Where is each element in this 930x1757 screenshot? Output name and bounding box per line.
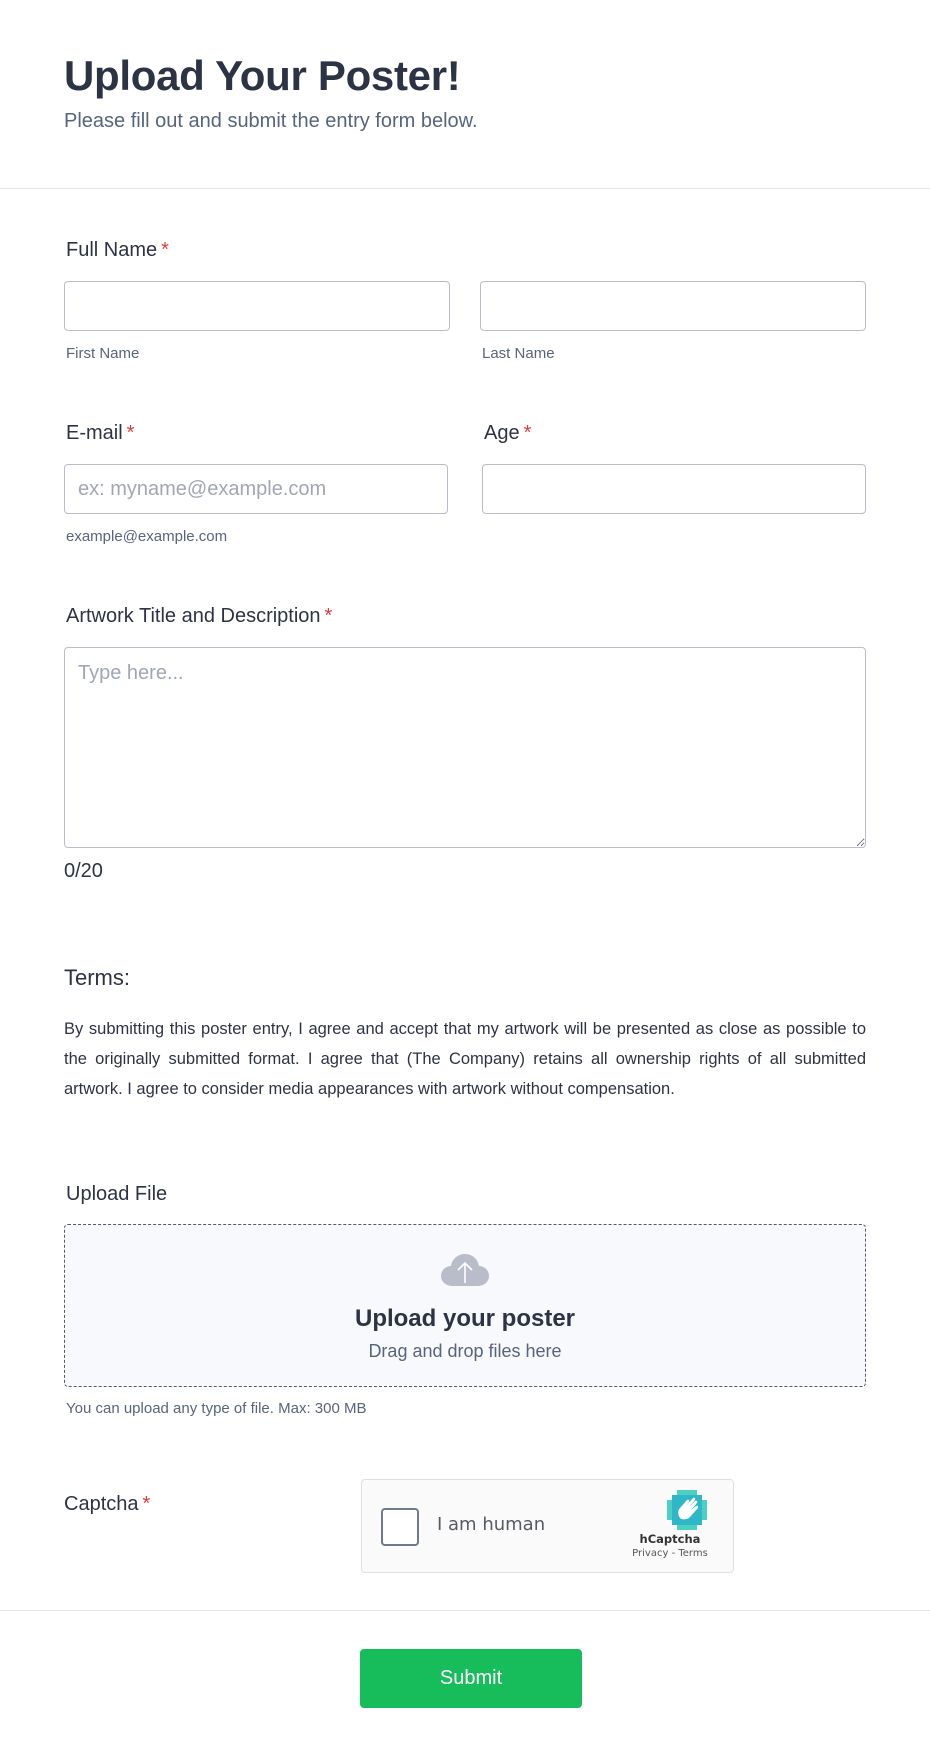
captcha-link-separator: -: [668, 1548, 679, 1559]
dropzone-title: Upload your poster: [354, 1305, 576, 1332]
cloud-upload-icon: [441, 1253, 489, 1287]
artwork-label: [66, 605, 332, 628]
age-label: [484, 422, 531, 445]
email-label: [66, 422, 134, 445]
upload-hint: You can upload any type of file. Max: 300 MB: [66, 1400, 367, 1417]
full-name-label-text: Full Name: [66, 239, 158, 261]
file-dropzone[interactable]: [64, 1224, 866, 1387]
submit-button[interactable]: Submit: [360, 1649, 582, 1708]
required-mark: *: [126, 422, 135, 444]
email-input[interactable]: [64, 464, 448, 514]
captcha-terms-link[interactable]: Terms: [678, 1548, 708, 1559]
character-counter: 0/20: [64, 860, 103, 882]
dropzone-subtitle: Drag and drop files here: [368, 1341, 562, 1361]
hcaptcha-widget: [361, 1479, 734, 1573]
email-sublabel: example@example.com: [66, 528, 228, 545]
upload-label: Upload File: [66, 1183, 168, 1205]
required-mark: *: [324, 605, 333, 627]
page-subtitle: Please fill out and submit the entry form below.: [64, 110, 478, 132]
artwork-textarea[interactable]: [64, 647, 866, 848]
page-title: Upload Your Poster!: [64, 52, 461, 99]
age-label-text: Age: [484, 422, 520, 444]
hcaptcha-brand: hCaptcha: [639, 1532, 701, 1546]
full-name-label: [66, 239, 169, 262]
age-input[interactable]: [482, 464, 866, 514]
captcha-checkbox[interactable]: [381, 1508, 419, 1546]
footer-divider: [0, 1610, 930, 1611]
required-mark: *: [161, 239, 169, 261]
terms-body: By submitting this poster entry, I agree and accept that my artwork will be presented as close as possible to the originally submitted format. I agree that (The Company) retains all ownership rights of all submitted artwork. I agree to consider media appearances with artwork without compensation.: [64, 1020, 866, 1098]
email-label-text: E-mail: [66, 422, 123, 444]
terms-title: Terms:: [64, 965, 130, 990]
hcaptcha-logo-icon: [667, 1490, 707, 1530]
captcha-links: [620, 1548, 720, 1559]
required-mark: *: [523, 422, 532, 444]
required-mark: *: [142, 1493, 151, 1515]
captcha-label: [64, 1493, 150, 1516]
first-name-sublabel: First Name: [66, 345, 140, 362]
last-name-input[interactable]: [480, 281, 866, 331]
artwork-label-text: Artwork Title and Description: [66, 605, 321, 627]
captcha-label-text: Captcha: [64, 1493, 139, 1515]
first-name-input[interactable]: [64, 281, 450, 331]
last-name-sublabel: Last Name: [482, 345, 555, 362]
captcha-checkbox-label: I am human: [437, 1514, 546, 1535]
form-header: [0, 0, 930, 189]
captcha-privacy-link[interactable]: Privacy: [632, 1548, 669, 1559]
